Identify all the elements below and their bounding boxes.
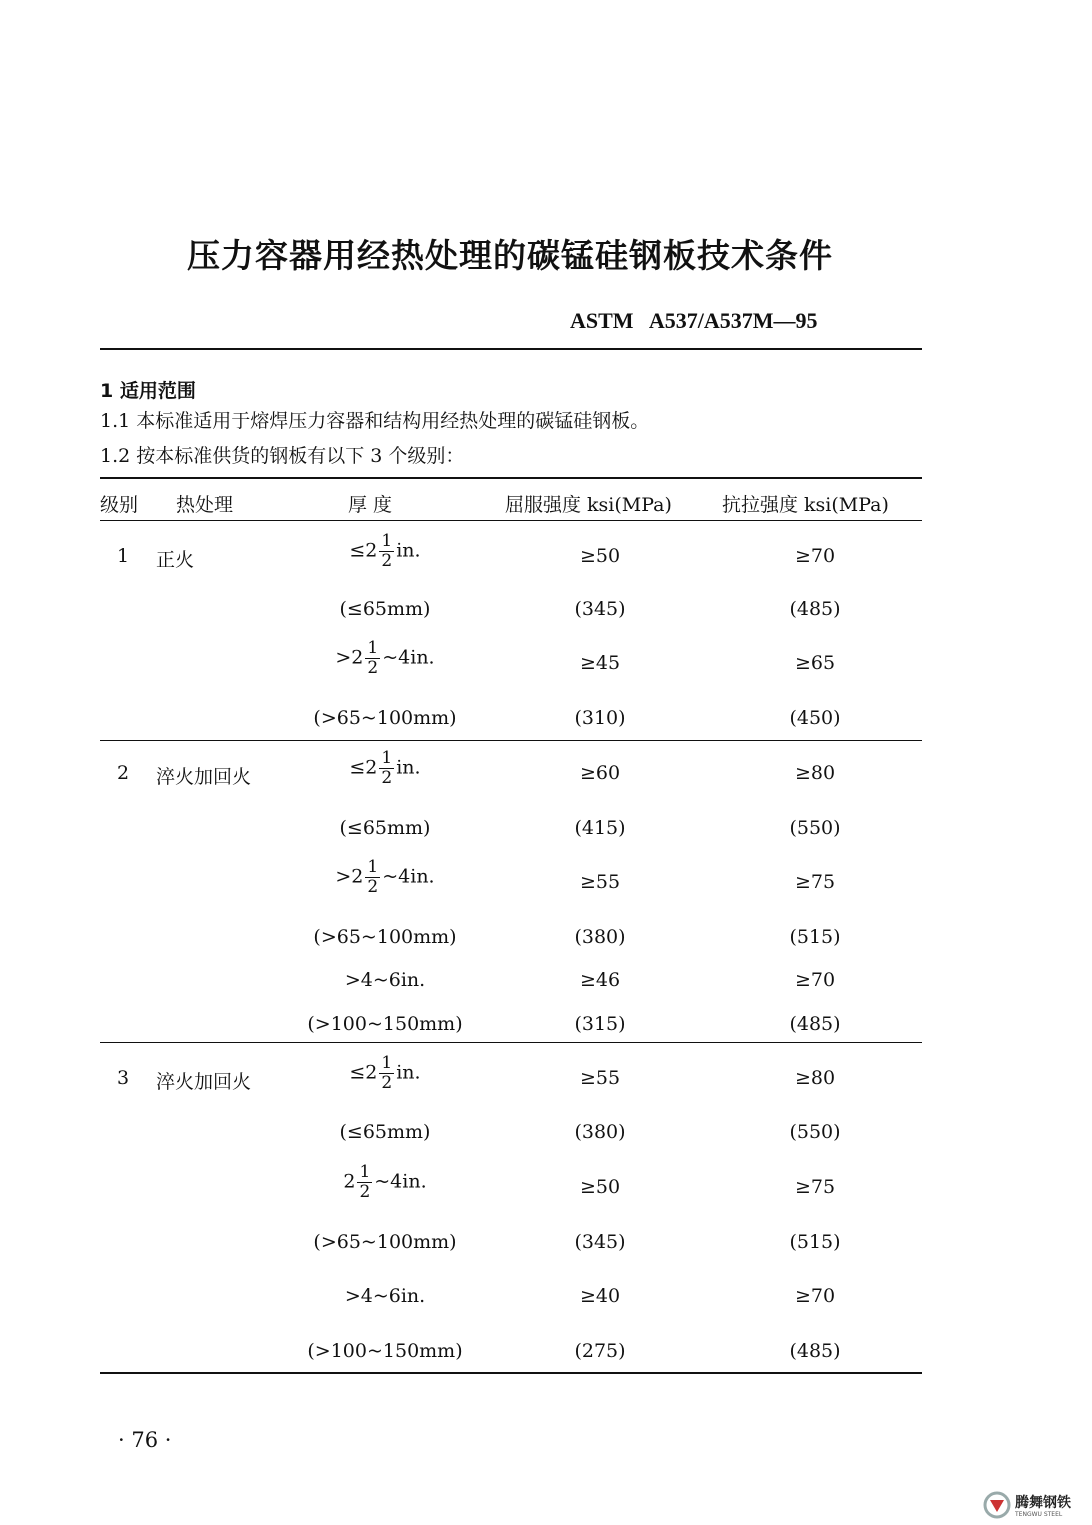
fraction	[365, 859, 380, 896]
fraction	[357, 1164, 372, 1201]
watermark-text: 腾舞钢铁	[1015, 1495, 1071, 1511]
header-yield-strength: 屈服强度 ksi(MPa)	[505, 494, 672, 516]
tensile-strength-cell: ≥75	[794, 1176, 836, 1198]
tensile-strength-cell: ≥70	[794, 969, 836, 991]
thickness-cell	[255, 859, 515, 896]
thickness-cell: (>65~100mm)	[313, 707, 457, 729]
yield-strength-cell: (415)	[574, 817, 626, 839]
tensile-strength-cell: ≥70	[794, 1285, 836, 1307]
header-heat-treatment: 热处理	[176, 494, 234, 516]
thickness-suffix: in.	[396, 1061, 421, 1084]
thickness-prefix: >2	[335, 865, 364, 888]
group-divider-1	[100, 740, 922, 741]
fraction-denominator: 2	[381, 551, 393, 571]
thickness-suffix: ~4in.	[374, 1170, 427, 1193]
header-tensile-strength: 抗拉强度 ksi(MPa)	[722, 494, 889, 516]
yield-strength-cell: ≥50	[579, 545, 621, 567]
yield-strength-cell: (345)	[574, 1231, 626, 1253]
thickness-cell	[255, 533, 515, 570]
fraction-numerator: 1	[381, 1053, 393, 1073]
yield-strength-cell: ≥40	[579, 1285, 621, 1307]
thickness-suffix: ~4in.	[382, 865, 435, 888]
grade-cell: 2	[117, 762, 130, 784]
grade-cell: 1	[117, 545, 130, 567]
thickness-cell: (>100~150mm)	[307, 1340, 463, 1362]
fraction	[365, 640, 380, 677]
table-bottom-rule	[100, 1372, 922, 1374]
heat-treatment-cell: 淬火加回火	[156, 766, 252, 788]
fraction-numerator: 1	[367, 857, 379, 877]
yield-strength-cell: (345)	[574, 598, 626, 620]
tensile-strength-cell: (485)	[789, 1340, 841, 1362]
thickness-cell: (>100~150mm)	[307, 1013, 463, 1035]
tensile-strength-cell: (450)	[789, 707, 841, 729]
fraction	[379, 533, 394, 570]
thickness-cell: (≤65mm)	[339, 817, 431, 839]
thickness-cell: (>65~100mm)	[313, 1231, 457, 1253]
yield-strength-cell: (380)	[574, 1121, 626, 1143]
header-rule	[100, 348, 922, 350]
tensile-strength-cell: ≥70	[794, 545, 836, 567]
paragraph-1-2: 1.2 按本标准供货的钢板有以下 3 个级别：	[100, 445, 465, 467]
thickness-cell: >4~6in.	[344, 969, 426, 991]
fraction-denominator: 2	[381, 1073, 393, 1093]
tensile-strength-cell: (515)	[789, 1231, 841, 1253]
tensile-strength-cell: (515)	[789, 926, 841, 948]
watermark-subtext: TENGWU STEEL	[1015, 1511, 1063, 1518]
tensile-strength-cell: (485)	[789, 598, 841, 620]
yield-strength-cell: (380)	[574, 926, 626, 948]
table-header-rule	[100, 520, 922, 521]
group-divider-2	[100, 1042, 922, 1043]
thickness-prefix: ≤2	[349, 539, 378, 562]
thickness-cell	[255, 1164, 515, 1201]
yield-strength-cell: ≥60	[579, 762, 621, 784]
thickness-prefix: ≤2	[349, 1061, 378, 1084]
thickness-cell: >4~6in.	[344, 1285, 426, 1307]
heat-treatment-cell: 淬火加回火	[156, 1071, 252, 1093]
tensile-strength-cell: (485)	[789, 1013, 841, 1035]
paragraph-1-1: 1.1 本标准适用于熔焊压力容器和结构用经热处理的碳锰硅钢板。	[100, 410, 650, 432]
thickness-suffix: in.	[396, 756, 421, 779]
thickness-suffix: ~4in.	[382, 646, 435, 669]
fraction-numerator: 1	[359, 1162, 371, 1182]
watermark-logo	[982, 1490, 1012, 1520]
thickness-cell: (>65~100mm)	[313, 926, 457, 948]
thickness-prefix: >2	[335, 646, 364, 669]
header-thickness: 厚 度	[348, 494, 393, 516]
thickness-prefix: ≤2	[349, 756, 378, 779]
tensile-strength-cell: (550)	[789, 1121, 841, 1143]
yield-strength-cell: ≥50	[579, 1176, 621, 1198]
yield-strength-cell: (315)	[574, 1013, 626, 1035]
table-top-rule	[100, 477, 922, 479]
tensile-strength-cell: ≥65	[794, 652, 836, 674]
yield-strength-cell: ≥45	[579, 652, 621, 674]
page-number: · 76 ·	[118, 1428, 172, 1452]
fraction	[379, 750, 394, 787]
fraction-numerator: 1	[367, 638, 379, 658]
yield-strength-cell: ≥55	[579, 1067, 621, 1089]
thickness-cell	[255, 640, 515, 677]
yield-strength-cell: ≥46	[579, 969, 621, 991]
section-heading: 1 适用范围	[100, 380, 196, 402]
fraction-denominator: 2	[367, 658, 379, 678]
thickness-prefix: 2	[343, 1170, 356, 1193]
yield-strength-cell: ≥55	[579, 871, 621, 893]
thickness-suffix: in.	[396, 539, 421, 562]
heat-treatment-cell: 正火	[156, 549, 195, 571]
grade-cell: 3	[117, 1067, 130, 1089]
fraction-numerator: 1	[381, 531, 393, 551]
thickness-cell: (≤65mm)	[339, 1121, 431, 1143]
header-grade: 级别	[100, 494, 139, 516]
tensile-strength-cell: ≥80	[794, 762, 836, 784]
tensile-strength-cell: ≥75	[794, 871, 836, 893]
tensile-strength-cell: ≥80	[794, 1067, 836, 1089]
fraction-denominator: 2	[381, 768, 393, 788]
fraction-numerator: 1	[381, 748, 393, 768]
standard-code: ASTM A537/A537M—95	[570, 308, 818, 333]
thickness-cell: (≤65mm)	[339, 598, 431, 620]
fraction-denominator: 2	[359, 1182, 371, 1202]
thickness-cell	[255, 1055, 515, 1092]
thickness-cell	[255, 750, 515, 787]
tensile-strength-cell: (550)	[789, 817, 841, 839]
yield-strength-cell: (310)	[574, 707, 626, 729]
document-title: 压力容器用经热处理的碳锰硅钢板技术条件	[187, 236, 833, 275]
fraction	[379, 1055, 394, 1092]
yield-strength-cell: (275)	[574, 1340, 626, 1362]
fraction-denominator: 2	[367, 877, 379, 897]
